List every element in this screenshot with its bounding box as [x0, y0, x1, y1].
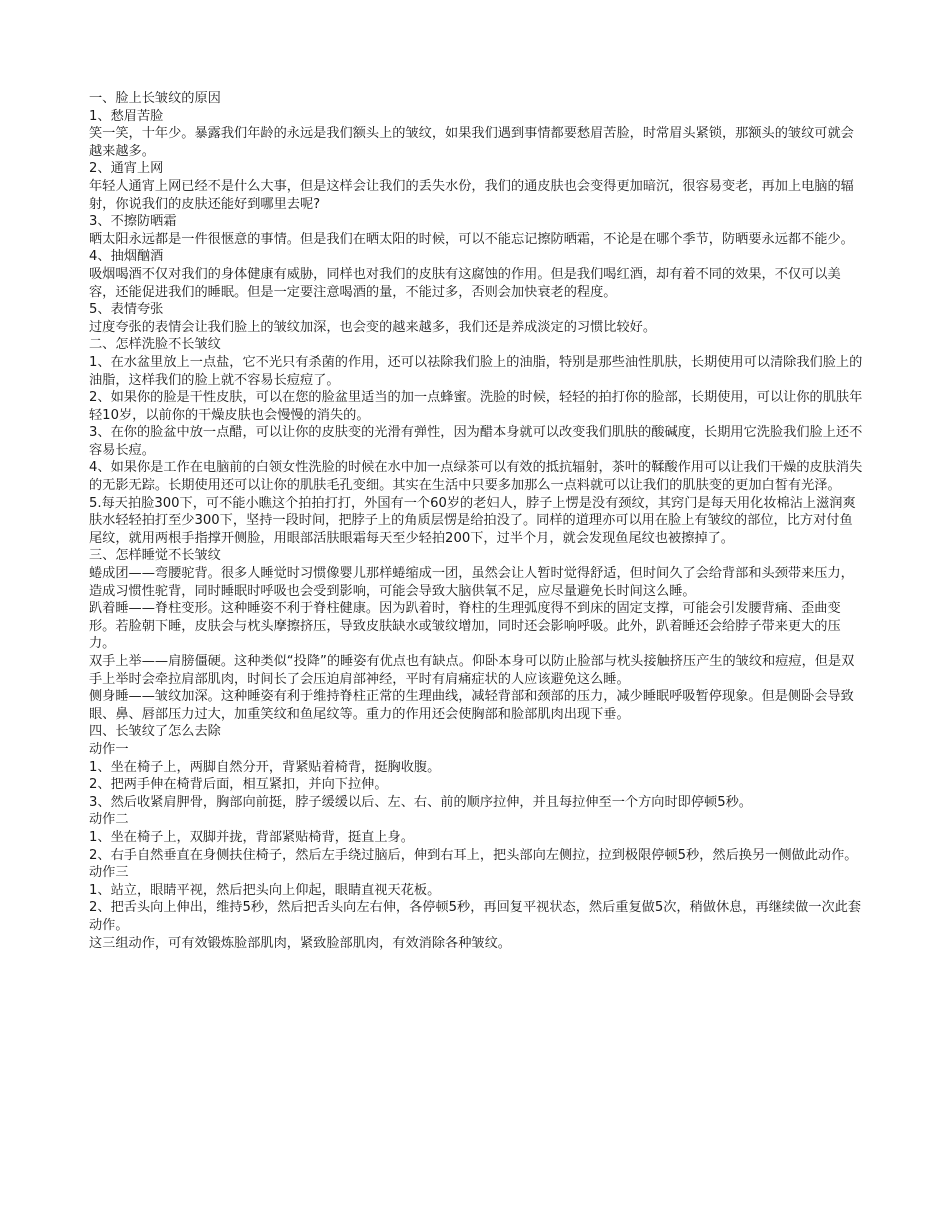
paragraph: 笑一笑，十年少。暴露我们年龄的永远是我们额头上的皱纹，如果我们遇到事情都要愁眉苦脸，时常眉头紧锁，那额头的皱纹可就会越来越多。	[89, 126, 854, 159]
paragraph: 1、站立，眼睛平视，然后把头向上仰起，眼睛直视天花板。	[89, 882, 441, 898]
paragraph: 4、如果你是工作在电脑前的白领女性洗脸的时候在水中加一点绿茶可以有效的抵抗辐射，茶叶的鞣酸作用可以让我们干燥的皮肤消失的无影无踪。长期使用还可以让你的肌肤毛孔变细。其实在生活中只要多加那么一点料就可以让我们的肌肤变的更加白皙有光泽。	[89, 460, 863, 494]
document-body	[89, 90, 864, 952]
paragraph: 趴着睡——脊柱变形。这种睡姿不利于脊柱健康。因为趴着时，脊柱的生理弧度得不到床的固定支撑，可能会引发腰背痛、歪曲变形。若脸朝下睡，皮肤会与枕头摩擦挤压，导致皮肤缺水或皱纹增加，同时还会影响呼吸。此外，趴着睡还会给脖子带来更大的压力。	[89, 601, 841, 652]
paragraph: 晒太阳永远都是一件很惬意的事情。但是我们在晒太阳的时候，可以不能忘记擦防晒霜，不论是在哪个季节，防晒要永远都不能少。	[89, 231, 854, 247]
paragraph: 2、右手自然垂直在身侧扶住椅子，然后左手绕过脑后，伸到右耳上，把头部向左侧拉，拉到极限停顿5秒，然后换另一侧做此动作。	[89, 847, 858, 863]
subheading-smoking-drinking: 4、抽烟酗酒	[89, 249, 164, 265]
paragraph: 2、如果你的脸是干性皮肤，可以在您的脸盆里适当的加一点蜂蜜。洗脸的时候，轻轻的拍打你的脸部，长期使用，可以让你的肌肤年轻10岁，以前你的干燥皮肤也会慢慢的消失的。	[89, 390, 863, 423]
subheading-exercise-three: 动作三	[89, 865, 129, 881]
subheading-exercise-one: 动作一	[89, 741, 129, 757]
section-heading-removal: 四、长皱纹了怎么去除	[89, 724, 221, 740]
paragraph: 1、在水盆里放上一点盐，它不光只有杀菌的作用，还可以祛除我们脸上的油脂，特别是那些油性肌肤，长期使用可以清除我们脸上的油脂，这样我们的脸上就不容易长痘痘了。	[89, 354, 863, 388]
subheading-frowning: 1、愁眉苦脸	[89, 108, 164, 124]
paragraph: 年轻人通宵上网已经不是什么大事，但是这样会让我们的丢失水份，我们的通皮肤也会变得更加暗沉，很容易变老，再加上电脑的辐射，你说我们的皮肤还能好到哪里去呢?	[89, 178, 854, 212]
paragraph: 3、然后收紧肩胛骨，胸部向前挺，脖子缓缓以后、左、右、前的顺序拉伸，并且每拉伸至一个方向时即停顿5秒。	[89, 794, 752, 810]
paragraph: 吸烟喝酒不仅对我们的身体健康有威胁，同样也对我们的皮肤有这腐蚀的作用。但是我们喝红酒，却有着不同的效果，不仅可以美容，还能促进我们的睡眠。但是一定要注意喝酒的量，不能过多，否则会加快衰老的程度。	[89, 266, 841, 300]
subheading-exaggerated-expressions: 5、表情夸张	[89, 302, 164, 318]
paragraph: 1、坐在椅子上，两脚自然分开，背紧贴着椅背，挺胸收腹。	[89, 759, 441, 775]
paragraph: 过度夸张的表情会让我们脸上的皱纹加深，也会变的越来越多，我们还是养成淡定的习惯比较好。	[89, 319, 657, 335]
section-heading-sleeping: 三、怎样睡觉不长皱纹	[89, 548, 221, 564]
paragraph: 侧身睡——皱纹加深。这种睡姿有利于维持脊柱正常的生理曲线，减轻背部和颈部的压力，减少睡眠呼吸暂停现象。但是侧卧会导致眼、鼻、唇部压力过大，加重笑纹和鱼尾纹等。重力的作用还会使胸部和脸部肌肉出现下垂。	[89, 689, 854, 722]
subheading-all-nighter: 2、通宵上网	[89, 161, 164, 177]
section-heading-face-washing: 二、怎样洗脸不长皱纹	[89, 337, 221, 353]
paragraph: 3、在你的脸盆中放一点醋，可以让你的皮肤变的光滑有弹性，因为醋本身就可以改变我们肌肤的酸碱度，长期用它洗脸我们脸上还不容易长痘。	[89, 425, 863, 458]
paragraph: 2、把舌头向上伸出，维持5秒，然后把舌头向左右伸，各停顿5秒，再回复平视状态，然后重复做5次，稍做休息，再继续做一次此套动作。	[89, 900, 862, 933]
subheading-no-sunscreen: 3、不擦防晒霜	[89, 214, 177, 230]
paragraph: 2、把两手伸在椅背后面，相互紧扣，并向下拉伸。	[89, 777, 388, 793]
paragraph: 1、坐在椅子上，双脚并拢，背部紧贴椅背，挺直上身。	[89, 829, 414, 845]
paragraph: 这三组动作，可有效锻炼脸部肌肉，紧致脸部肌肉，有效消除各种皱纹。	[89, 935, 511, 951]
paragraph: 5.每天拍脸300下，可不能小瞧这个拍拍打打，外国有一个60岁的老妇人，脖子上愣是没有颈纹，其窍门是每天用化妆棉沾上滋润爽肤水轻轻拍打至少300下，坚持一段时间，把脖子上的角质层愣是给拍没了。同样的道理亦可以用在脸上有皱纹的部位，比方对付鱼尾纹，就用两根手指撑开侧脸，用眼部活肤眼霜每天至少轻拍200下，过半个月，就会发现鱼尾纹也被擦掉了。	[89, 495, 856, 546]
subheading-exercise-two: 动作二	[89, 812, 129, 828]
paragraph: 蜷成团——弯腰驼背。很多人睡觉时习惯像婴儿那样蜷缩成一团，虽然会让人暂时觉得舒适，但时间久了会给背部和头颈带来压力，造成习惯性驼背，同时睡眠时呼吸也会受到影响，可能会导致大脑供氧不足，应尽量避免长时间这么睡。	[89, 566, 854, 599]
section-heading-causes: 一、脸上长皱纹的原因	[89, 91, 221, 106]
paragraph: 双手上举——肩膀僵硬。这种类似“投降”的睡姿有优点也有缺点。仰卧本身可以防止脸部与枕头接触挤压产生的皱纹和痘痘，但是双手上举时会牵拉肩部肌肉，时间长了会压迫肩部神经，平时有肩痛症状的人应该避免这么睡。	[89, 654, 855, 687]
